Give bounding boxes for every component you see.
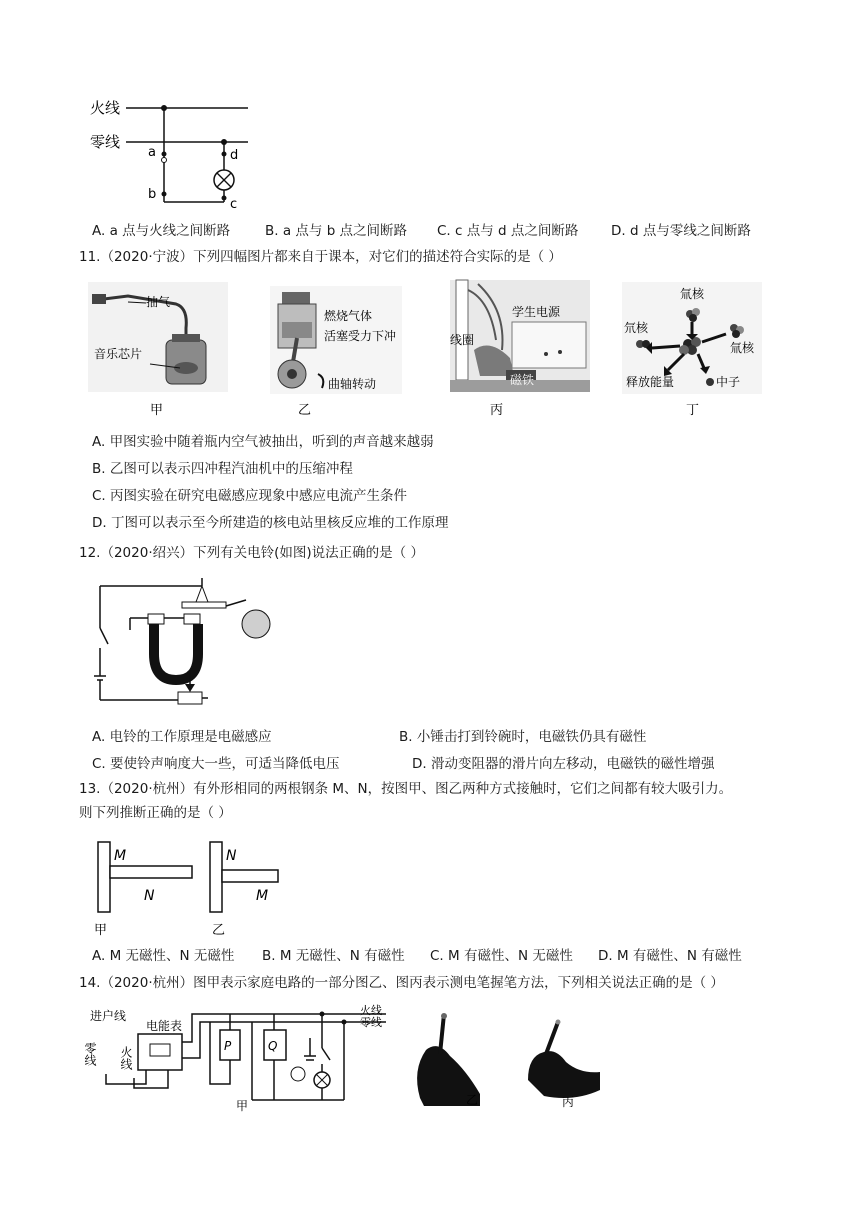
q14-caption-yi: 乙 bbox=[466, 1093, 479, 1107]
q11-figure-jia bbox=[88, 282, 228, 422]
q10-live-wire-label: 火线 bbox=[90, 99, 121, 117]
q13-option-d: D. M 有磁性、N 有磁性 bbox=[598, 948, 742, 964]
q11-figure-bing bbox=[450, 280, 590, 422]
q10-point-b: b bbox=[148, 187, 157, 202]
q14-figure-yi-pen-grip bbox=[410, 1010, 500, 1110]
q11-ding-label-energy: 释放能量 bbox=[626, 375, 675, 389]
q11-jia-label-chip: 音乐芯片 bbox=[94, 347, 143, 361]
q14-label-neutral-left: 零线 bbox=[83, 1042, 97, 1066]
q10-neutral-wire-label: 零线 bbox=[90, 133, 121, 151]
q14-label-incoming: 进户线 bbox=[90, 1009, 127, 1023]
q13-jia-horizontal-label: N bbox=[144, 888, 155, 904]
q13-figure-jia bbox=[92, 842, 202, 938]
q11-stem: 11.（2020·宁波）下列四幅图片都来自于课本，对它们的描述符合实际的是（ ） bbox=[79, 249, 562, 265]
q14-stem: 14.（2020·杭州）图甲表示家庭电路的一部分图乙、图丙表示测电笔握笔方法，下列相关说法正确的是（ ） bbox=[79, 975, 724, 991]
q11-bing-label-magnet: 磁铁 bbox=[510, 373, 535, 387]
q10-point-a: a bbox=[148, 145, 156, 160]
q14-caption-bing: 丙 bbox=[562, 1095, 575, 1109]
q13-option-a: A. M 无磁性、N 无磁性 bbox=[92, 948, 235, 964]
q11-ding-caption: 丁 bbox=[686, 403, 700, 418]
q14-label-live-left: 火线 bbox=[119, 1046, 133, 1070]
q11-bing-label-coil: 线圈 bbox=[450, 333, 475, 347]
q13-stem-line1: 13.（2020·杭州）有外形相同的两根钢条 M、N，按图甲、图乙两种方式接触时，它们之间都有较大吸引力。 bbox=[79, 781, 733, 797]
q14-label-neutral-right: 零线 bbox=[360, 1016, 382, 1029]
q11-yi-label-piston: 活塞受力下冲 bbox=[324, 329, 397, 343]
q11-yi-label-gas: 燃烧气体 bbox=[324, 309, 373, 323]
q11-option-b: B. 乙图可以表示四冲程汽油机中的压缩冲程 bbox=[92, 461, 353, 477]
q11-ding-label-left: 氘核 bbox=[624, 321, 649, 335]
q11-yi-label-crankshaft: 曲轴转动 bbox=[328, 377, 377, 391]
q13-yi-caption: 乙 bbox=[212, 923, 226, 938]
q11-figure-ding bbox=[622, 282, 762, 422]
q10-circuit-figure bbox=[88, 92, 258, 214]
q11-option-a: A. 甲图实验中随着瓶内空气被抽出，听到的声音越来越弱 bbox=[92, 434, 434, 450]
q13-stem-line2: 则下列推断正确的是（ ） bbox=[79, 805, 232, 821]
q14-household-circuit-figure bbox=[83, 1004, 396, 1113]
q11-bing-label-power: 学生电源 bbox=[512, 305, 561, 319]
q11-jia-label-pump: 抽气 bbox=[146, 295, 171, 309]
q10-point-d: d bbox=[230, 148, 239, 163]
q13-jia-caption: 甲 bbox=[94, 923, 108, 938]
q11-ding-label-neutron: 中子 bbox=[716, 375, 741, 389]
q10-option-a: A. a 点与火线之间断路 bbox=[92, 223, 231, 239]
q14-label-q: Q bbox=[268, 1039, 278, 1053]
q11-yi-caption: 乙 bbox=[298, 403, 312, 418]
q11-ding-label-top: 氚核 bbox=[680, 287, 705, 301]
q14-label-p: P bbox=[224, 1039, 232, 1053]
q13-option-b: B. M 无磁性、N 有磁性 bbox=[262, 948, 405, 964]
q11-ding-label-right: 氚核 bbox=[730, 341, 755, 355]
q12-option-a: A. 电铃的工作原理是电磁感应 bbox=[92, 729, 272, 745]
q10-option-c: C. c 点与 d 点之间断路 bbox=[437, 223, 579, 239]
q11-option-c: C. 丙图实验在研究电磁感应现象中感应电流产生条件 bbox=[92, 488, 408, 504]
q12-option-d: D. 滑动变阻器的滑片向左移动，电磁铁的磁性增强 bbox=[412, 756, 715, 772]
q13-yi-horizontal-label: M bbox=[256, 888, 269, 904]
q13-jia-vertical-label: M bbox=[114, 848, 127, 864]
q14-figure-bing-pen-grip bbox=[522, 1016, 612, 1110]
q10-option-d: D. d 点与零线之间断路 bbox=[611, 223, 751, 239]
q13-figure-yi bbox=[206, 842, 296, 938]
q12-option-b: B. 小锤击打到铃碗时，电磁铁仍具有磁性 bbox=[399, 729, 647, 745]
q14-caption-jia: 甲 bbox=[236, 1099, 249, 1113]
q13-yi-vertical-label: N bbox=[226, 848, 237, 864]
q14-label-meter: 电能表 bbox=[146, 1019, 183, 1033]
q13-option-c: C. M 有磁性、N 无磁性 bbox=[430, 948, 573, 964]
q10-point-c: c bbox=[230, 197, 238, 212]
q12-electric-bell-figure bbox=[88, 574, 278, 712]
q11-option-d: D. 丁图可以表示至今所建造的核电站里核反应堆的工作原理 bbox=[92, 515, 449, 531]
q11-bing-caption: 丙 bbox=[490, 403, 504, 418]
q14-label-live-right: 火线 bbox=[360, 1004, 382, 1017]
q12-option-c: C. 要使铃声响度大一些，可适当降低电压 bbox=[92, 756, 340, 772]
q12-stem: 12.（2020·绍兴）下列有关电铃(如图)说法正确的是（ ） bbox=[79, 545, 424, 561]
q11-figure-yi bbox=[262, 282, 402, 422]
q11-jia-caption: 甲 bbox=[150, 403, 164, 418]
q10-option-b: B. a 点与 b 点之间断路 bbox=[265, 223, 408, 239]
